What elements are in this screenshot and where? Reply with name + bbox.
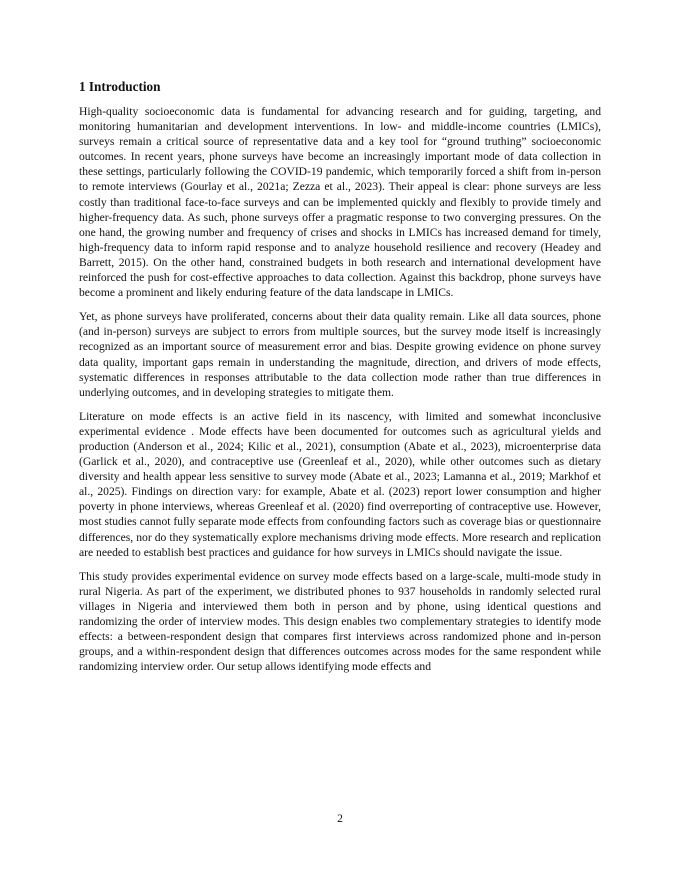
paragraph-4: This study provides experimental evidence on survey mode effects based on a large-scale, multi-mode study in rural Nigeria. As part of the experiment, we distributed phones to 937 households in randomly selected rural villages in Nigeria and interviewed them both in person and by phone, using identical questions and randomizing the order of interview modes. This design enables two complementary strategies to identify mode effects: a between-respondent design that compares first interviews across randomized phone and in-person groups, and a within-respondent design that differences outcomes across modes for the same respondent while randomizing interview order. Our setup allows identifying mode effects and	[79, 569, 601, 674]
page-number: 2	[337, 812, 343, 825]
paragraph-3: Literature on mode effects is an active field in its nascency, with limited and somewhat inconclusive experimental evidence . Mode effects have been documented for outcomes such as agricultural yields and production (Anderson et al., 2024; Kilic et al., 2021), consumption (Abate et al., 2023), microenterprise data (Garlick et al., 2020), and contraceptive use (Greenleaf et al., 2020), while other outcomes such as dietary diversity and health appear less sensitive to survey mode (Abate et al., 2023; Lamanna et al., 2019; Markhof et al., 2025). Findings on direction vary: for example, Abate et al. (2023) report lower consumption and higher poverty in phone interviews, whereas Greenleaf et al. (2020) find overreporting of contraceptive use. However, most studies cannot fully separate mode effects from confounding factors such as coverage bias or questionnaire differences, nor do they systematically explore mechanisms driving mode effects. More research and replication are needed to establish best practices and guidance for how surveys in LMICs should navigate the issue.	[79, 409, 601, 559]
section-title: Introduction	[88, 79, 161, 94]
paragraph-2: Yet, as phone surveys have proliferated, concerns about their data quality remain. Like all data sources, phone (and in-person) surveys are subject to errors from multiple sources, but the survey mode itself is increasingly recognized as an important source of measurement error and bias. Despite growing evidence on phone survey data quality, important gaps remain in understanding the magnitude, direction, and drivers of mode effects, systematic differences in responses attributable to the data collection mode rather than true differences in underlying outcomes, and in developing strategies to mitigate them.	[79, 310, 601, 399]
paragraph-1: High-quality socioeconomic data is fundamental for advancing research and for guiding, targeting, and monitoring humanitarian and development interventions. In low- and middle-income countries (LMICs), surveys remain a critical source of representative data and a key tool for “ground truthing” socioeconomic outcomes. In recent years, phone surveys have become an increasingly important mode of data collection in these settings, particularly following the COVID-19 pandemic, which temporarily forced a shift from in-person to remote interviews (Gourlay et al., 2021a; Zezza et al., 2023). Their appeal is clear: phone surveys are less costly than traditional face-to-face surveys and can be implemented quickly and flexibly to provide timely and higher-frequency data. As such, phone surveys offer a pragmatic response to two converging pressures. On the one hand, the growing number and frequency of crises and shocks in LMICs has increased demand for timely, high-frequency data to inform rapid response and to analyze household resilience and recovery (Headey and Barrett, 2015). On the other hand, constrained budgets in both research and international development have reinforced the push for cost-effective approaches to data collection. Against this backdrop, phone surveys have become a prominent and likely enduring feature of the data landscape in LMICs.	[79, 105, 601, 300]
page-content	[79, 78, 601, 683]
section-heading	[79, 78, 601, 96]
section-number: 1	[79, 79, 86, 94]
